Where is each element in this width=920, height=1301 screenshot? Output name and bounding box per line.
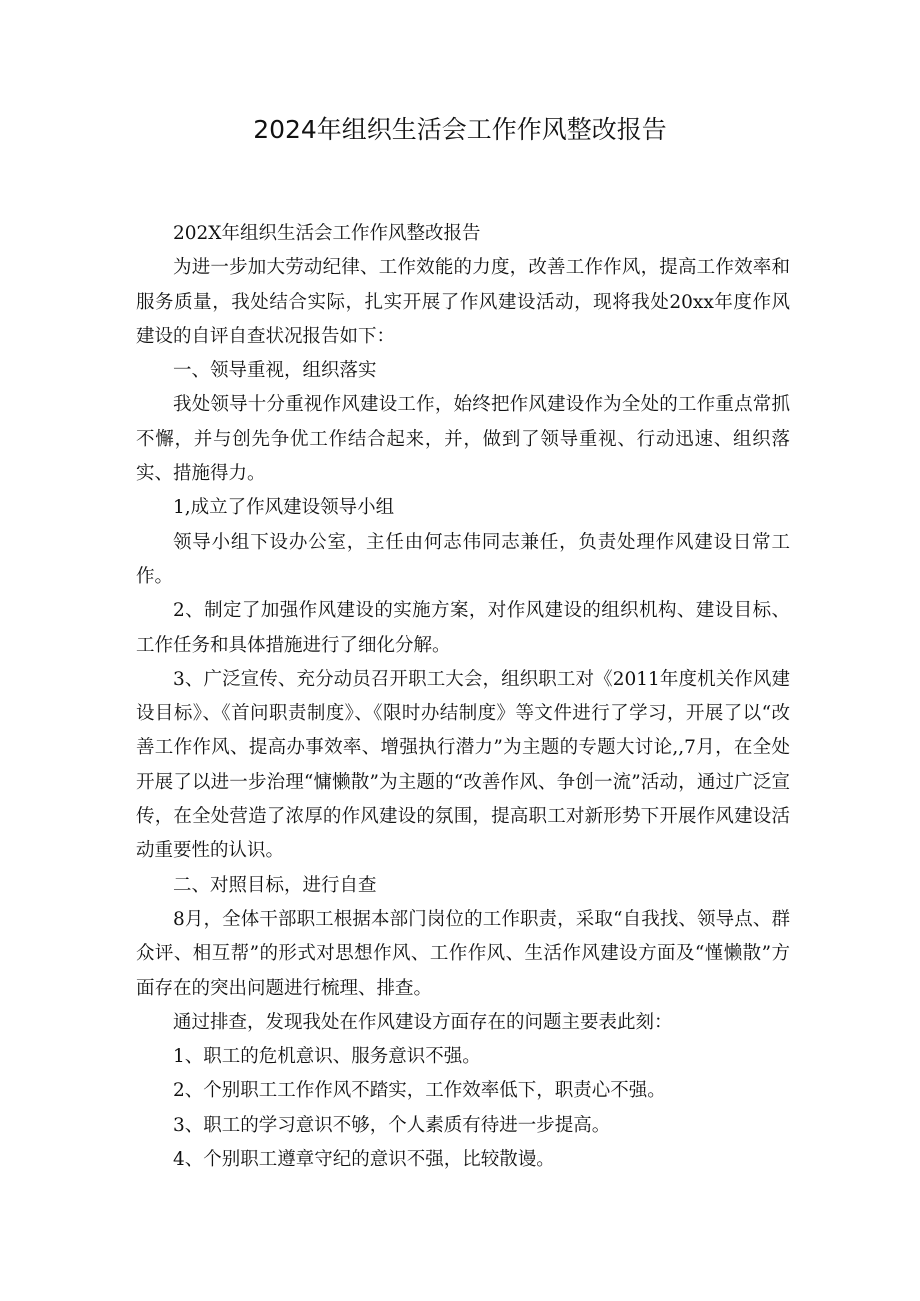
list-item: 1、职工的危机意识、服务意识不强。 [173, 1046, 481, 1068]
paragraph: 3、广泛宣传、充分动员召开职工大会，组织职工对《2011年度机关作风建设目标》、《首问职责制度》、《限时办结制度》等文件进行了学习，开展了以“改善工作作风、提高办事效率、增强执行潜力”为主题的专题大讨论,,7月，在全处开展了以进一步治理“慵懒散”为主题的“改善作风、争创一流”活动，通过广泛宣传，在全处营造了浓厚的作风建设的氛围，提高职工对新形势下开展作风建设活动重要性的认识。 [136, 668, 790, 862]
paragraph: 为进一步加大劳动纪律、工作效能的力度，改善工作作风，提高工作效率和服务质量，我处结合实际，扎实开展了作风建设活动，现将我处20xx年度作风建设的自评自查状况报告如下： [136, 257, 790, 347]
paragraph: 8月，全体干部职工根据本部门岗位的工作职责，采取“自我找、领导点、群众评、相互帮”的形式对思想作风、工作作风、生活作风建设方面及“慬懒散”方面存在的突出问题进行梳理、排查。 [136, 908, 790, 999]
paragraph: 2、制定了加强作风建设的实施方案，对作风建设的组织机构、建设目标、工作任务和具体措施进行了细化分解。 [136, 600, 790, 656]
document-title: 2024年组织生活会工作作风整改报告 [253, 115, 667, 144]
paragraph: 通过排查，发现我处在作风建设方面存在的问题主要表此刻： [173, 1011, 673, 1033]
paragraph: 我处领导十分重视作风建设工作，始终把作风建设作为全处的工作重点常抓不懈，并与创先争优工作结合起来，并，做到了领导重视、行动迅速、组织落实、措施得力。 [136, 394, 790, 485]
section-heading: 一、领导重视，组织落实 [173, 360, 377, 382]
list-item: 4、个别职工遵章守纪的意识不强，比较散谩。 [173, 1149, 555, 1171]
list-item: 3、职工的学习意识不够，个人素质有待进一步提高。 [173, 1114, 611, 1136]
subheading: 1,成立了作风建设领导小组 [173, 497, 395, 519]
section-heading: 二、对照目标，进行自查 [173, 874, 377, 896]
paragraph: 领导小组下设办公室，主任由何志伟同志兼任，负责处理作风建设日常工作。 [136, 531, 790, 587]
paragraph: 202X年组织生活会工作作风整改报告 [173, 223, 481, 244]
list-item: 2、个别职工工作作风不踏实，工作效率低下，职责心不强。 [173, 1080, 666, 1102]
document-body [136, 217, 790, 1177]
